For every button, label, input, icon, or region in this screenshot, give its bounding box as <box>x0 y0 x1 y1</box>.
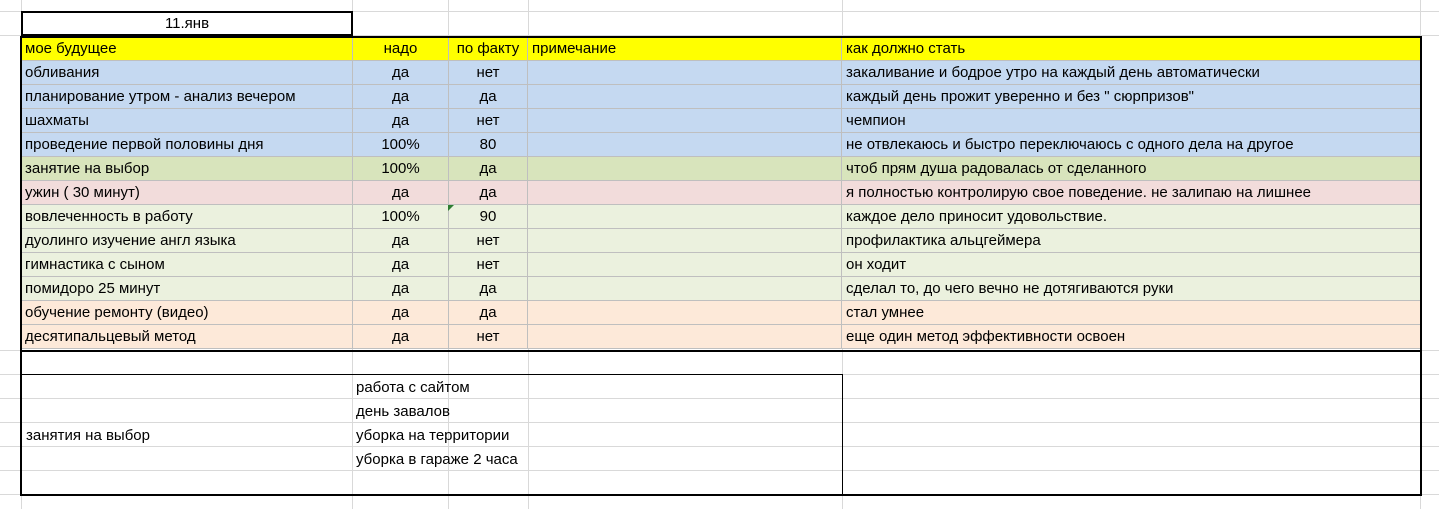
fact-cell[interactable]: да <box>449 277 528 301</box>
need-cell[interactable]: 100% <box>353 157 449 181</box>
fact-cell[interactable]: да <box>449 301 528 325</box>
task-cell[interactable]: проведение первой половины дня <box>21 133 353 157</box>
task-cell[interactable]: помидоро 25 минут <box>21 277 353 301</box>
fact-cell[interactable]: 80 <box>449 133 528 157</box>
choice-item[interactable]: работа с сайтом <box>356 379 470 396</box>
fact-cell[interactable]: 90 <box>449 205 528 229</box>
header-cell-need[interactable]: надо <box>353 37 449 61</box>
need-cell[interactable]: да <box>353 61 449 85</box>
task-cell[interactable]: планирование утром - анализ вечером <box>21 85 353 109</box>
date-label: 11.янв <box>164 15 210 32</box>
choices-label[interactable]: занятия на выбор <box>26 427 150 444</box>
task-cell[interactable]: дуолинго изучение англ языка <box>21 229 353 253</box>
need-cell[interactable]: да <box>353 109 449 133</box>
task-cell[interactable]: обливания <box>21 61 353 85</box>
choice-item[interactable]: уборка в гараже 2 часа <box>356 451 518 468</box>
task-cell[interactable]: десятипальцевый метод <box>21 325 353 349</box>
goal-cell[interactable]: сделал то, до чего вечно не дотягиваются руки <box>842 277 1421 301</box>
choice-item[interactable]: уборка на территории <box>356 427 510 444</box>
task-cell[interactable]: шахматы <box>21 109 353 133</box>
fact-cell[interactable]: нет <box>449 61 528 85</box>
goal-cell[interactable]: стал умнее <box>842 301 1421 325</box>
need-cell[interactable]: да <box>353 181 449 205</box>
need-cell[interactable]: да <box>353 277 449 301</box>
fact-cell[interactable]: нет <box>449 325 528 349</box>
fact-cell[interactable]: нет <box>449 229 528 253</box>
fact-cell[interactable]: да <box>449 85 528 109</box>
date-cell[interactable] <box>21 11 353 36</box>
need-cell[interactable]: 100% <box>353 205 449 229</box>
task-cell[interactable]: обучение ремонту (видео) <box>21 301 353 325</box>
comment-indicator-icon[interactable] <box>448 205 454 211</box>
goal-cell[interactable]: каждое дело приносит удовольствие. <box>842 205 1421 229</box>
header-cell-future[interactable]: мое будущее <box>21 37 353 61</box>
task-cell[interactable]: гимнастика с сыном <box>21 253 353 277</box>
goal-cell[interactable]: чемпион <box>842 109 1421 133</box>
task-cell[interactable]: занятие на выбор <box>21 157 353 181</box>
table-border <box>20 36 1422 352</box>
goal-cell[interactable]: профилактика альцгеймера <box>842 229 1421 253</box>
choice-item[interactable]: день завалов <box>356 403 450 420</box>
fact-cell[interactable]: да <box>449 157 528 181</box>
need-cell[interactable]: да <box>353 301 449 325</box>
need-cell[interactable]: да <box>353 325 449 349</box>
task-cell[interactable]: ужин ( 30 минут) <box>21 181 353 205</box>
goal-cell[interactable]: он ходит <box>842 253 1421 277</box>
need-cell[interactable]: да <box>353 253 449 277</box>
goal-cell[interactable]: чтоб прям душа радовалась от сделанного <box>842 157 1421 181</box>
header-cell-fact[interactable]: по факту <box>449 37 528 61</box>
fact-cell[interactable]: нет <box>449 109 528 133</box>
need-cell[interactable]: да <box>353 229 449 253</box>
goal-cell[interactable]: не отвлекаюсь и быстро переключаюсь с одного дела на другое <box>842 133 1421 157</box>
goal-cell[interactable]: еще один метод эффективности освоен <box>842 325 1421 349</box>
fact-cell[interactable]: нет <box>449 253 528 277</box>
task-cell[interactable]: вовлеченность в работу <box>21 205 353 229</box>
goal-cell[interactable]: закаливание и бодрое утро на каждый день автоматически <box>842 61 1421 85</box>
goal-cell[interactable]: я полностью контролирую свое поведение. не залипаю на лишнее <box>842 181 1421 205</box>
header-cell-goal[interactable]: как должно стать <box>842 37 1421 61</box>
fact-cell[interactable]: да <box>449 181 528 205</box>
need-cell[interactable]: да <box>353 85 449 109</box>
need-cell[interactable]: 100% <box>353 133 449 157</box>
header-cell-note[interactable]: примечание <box>528 37 842 61</box>
goal-cell[interactable]: каждый день прожит уверенно и без " сюрпризов" <box>842 85 1421 109</box>
